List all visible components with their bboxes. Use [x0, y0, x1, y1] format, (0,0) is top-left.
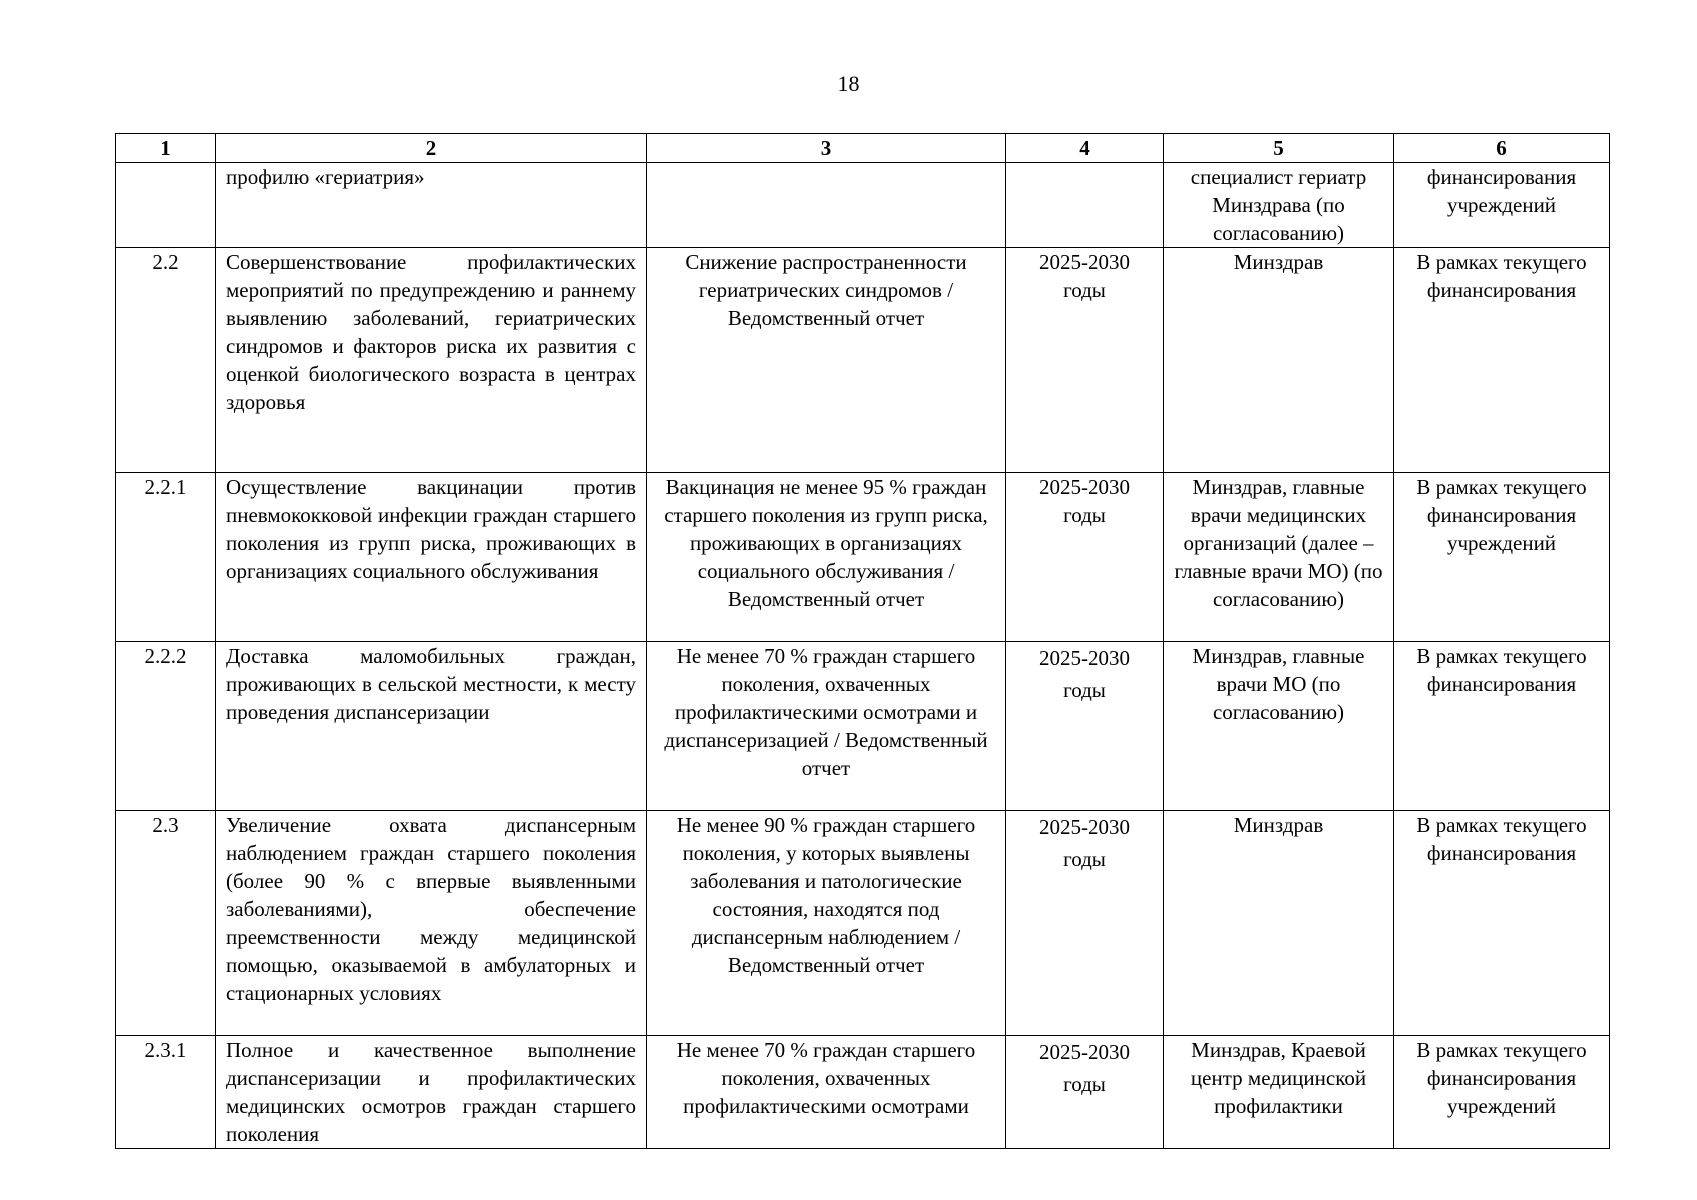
measure-cell: Осуществление вакцинации против пневмококковой инфекции граждан старшего поколения из групп риска, проживающих в организациях социального обслуживания [216, 473, 647, 642]
measure-cell: Увеличение охвата диспансерным наблюдением граждан старшего поколения (более 90 % с впервые выявленными заболеваниями), обеспечение преемственности между медицинской помощью, оказываемой в амбулаторных и стационарных условиях [216, 811, 647, 1036]
responsible-cell: Минздрав [1164, 811, 1394, 1036]
period-cell: 2025-2030 годы [1006, 811, 1164, 1036]
period-cell: 2025-2030 годы [1006, 642, 1164, 811]
row-number-cell: 2.2 [116, 248, 216, 473]
result-cell: Не менее 70 % граждан старшего поколения, охваченных профилактическими осмотрами и диспансеризацией / Ведомственный отчет [647, 642, 1006, 811]
table-row [116, 642, 1610, 811]
period-cell: 2025-2030 годы [1006, 473, 1164, 642]
period-cell: 2025-2030 годы [1006, 248, 1164, 473]
row-number-cell: 2.3 [116, 811, 216, 1036]
result-cell: Не менее 90 % граждан старшего поколения, у которых выявлены заболевания и патологические состояния, находятся под диспансерным наблюдением / Ведомственный отчет [647, 811, 1006, 1036]
result-cell: Снижение распространенности гериатрических синдромов / Ведомственный отчет [647, 248, 1006, 473]
funding-cell: В рамках текущего финансирования [1394, 248, 1610, 473]
period-cell [1006, 163, 1164, 248]
measure-cell: профилю «гериатрия» [216, 163, 647, 248]
table-row [116, 811, 1610, 1036]
period-cell: 2025-2030 годы [1006, 1036, 1164, 1149]
row-number-cell: 2.3.1 [116, 1036, 216, 1149]
responsible-cell: Минздрав, Краевой центр медицинской профилактики [1164, 1036, 1394, 1149]
result-cell: Вакцинация не менее 95 % граждан старшего поколения из групп риска, проживающих в организациях социального обслуживания / Ведомственный отчет [647, 473, 1006, 642]
row-number-cell: 2.2.2 [116, 642, 216, 811]
responsible-cell: Минздрав [1164, 248, 1394, 473]
column-header: 6 [1394, 134, 1610, 163]
funding-cell: финансирования учреждений [1394, 163, 1610, 248]
result-cell [647, 163, 1006, 248]
responsible-cell: Минздрав, главные врачи медицинских организаций (далее – главные врачи МО) (по согласованию) [1164, 473, 1394, 642]
funding-cell: В рамках текущего финансирования учреждений [1394, 1036, 1610, 1149]
table-row [116, 248, 1610, 473]
funding-cell: В рамках текущего финансирования [1394, 642, 1610, 811]
measure-cell: Совершенствование профилактических мероприятий по предупреждению и раннему выявлению заболеваний, гериатрических синдромов и факторов риска их развития с оценкой биологического возраста в центрах здоровья [216, 248, 647, 473]
column-header: 2 [216, 134, 647, 163]
responsible-cell: Минздрав, главные врачи МО (по согласованию) [1164, 642, 1394, 811]
column-header: 1 [116, 134, 216, 163]
measures-table [115, 133, 1610, 1149]
page-number: 18 [837, 71, 860, 96]
column-header: 3 [647, 134, 1006, 163]
responsible-cell: специалист гериатр Минздрава (по согласованию) [1164, 163, 1394, 248]
measure-cell: Полное и качественное выполнение диспансеризации и профилактических медицинских осмотров граждан старшего поколения [216, 1036, 647, 1149]
table-row [116, 473, 1610, 642]
funding-cell: В рамках текущего финансирования учреждений [1394, 473, 1610, 642]
row-number-cell [116, 163, 216, 248]
measure-cell: Доставка маломобильных граждан, проживающих в сельской местности, к месту проведения диспансеризации [216, 642, 647, 811]
row-number-cell: 2.2.1 [116, 473, 216, 642]
table-row [116, 1036, 1610, 1149]
column-header: 4 [1006, 134, 1164, 163]
funding-cell: В рамках текущего финансирования [1394, 811, 1610, 1036]
table-header-row [116, 134, 1610, 163]
result-cell: Не менее 70 % граждан старшего поколения, охваченных профилактическими осмотрами [647, 1036, 1006, 1149]
table-row [116, 163, 1610, 248]
column-header: 5 [1164, 134, 1394, 163]
